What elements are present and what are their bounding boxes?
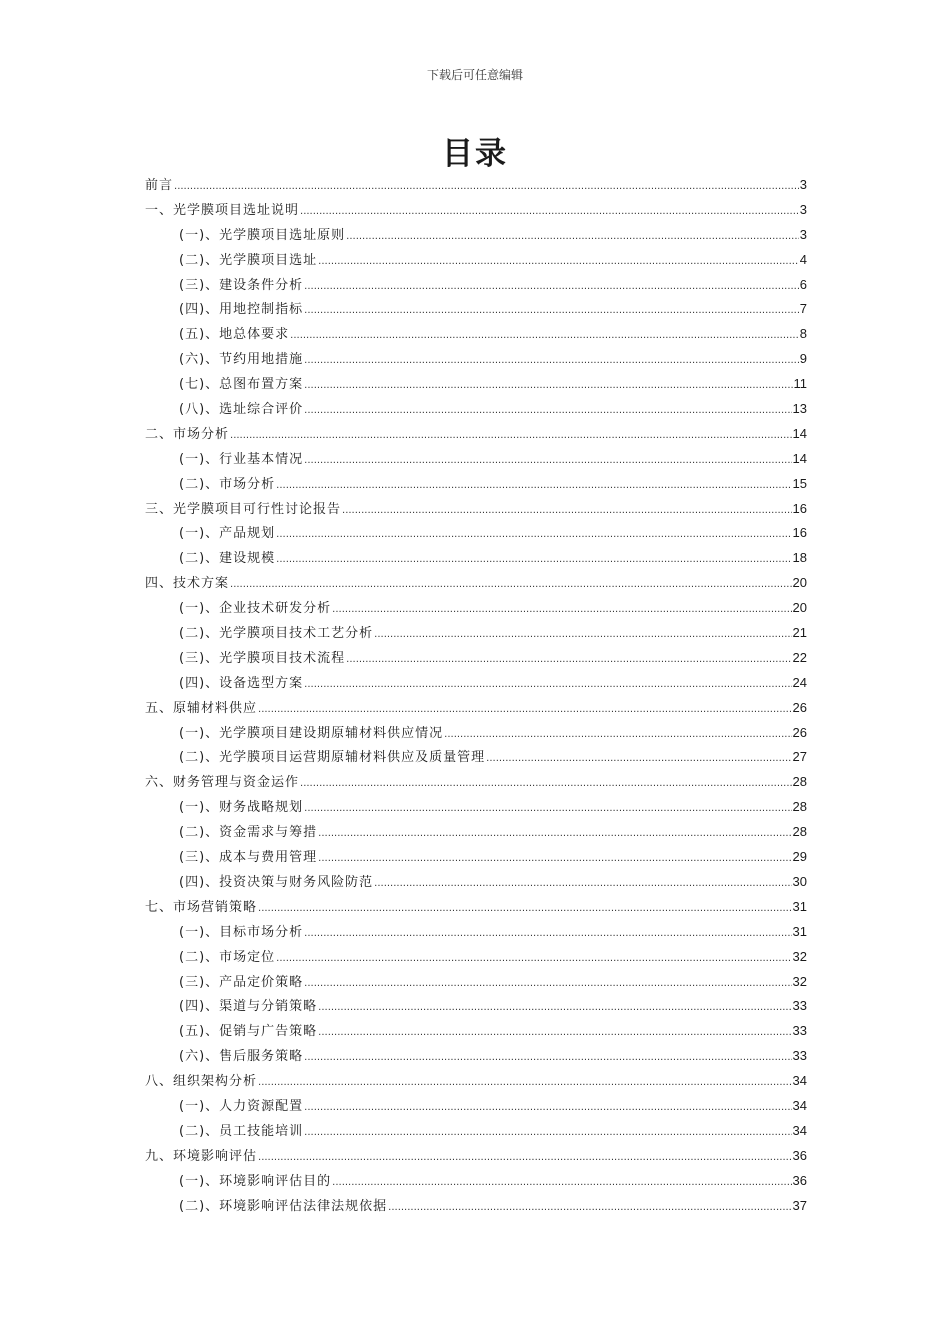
toc-entry[interactable] — [145, 722, 807, 747]
toc-dot-leader — [304, 380, 792, 391]
toc-entry[interactable] — [145, 622, 807, 647]
toc-list — [145, 174, 807, 1219]
toc-entry[interactable] — [145, 647, 807, 672]
toc-entry-page-number: 6 — [799, 276, 807, 292]
toc-entry-label: (二)、市场分析 — [179, 476, 276, 492]
toc-entry-label: (二)、光学膜项目选址 — [179, 252, 318, 268]
toc-dot-leader — [318, 1002, 791, 1013]
toc-dot-leader — [304, 803, 791, 814]
toc-dot-leader — [388, 1202, 791, 1213]
toc-entry-page-number: 31 — [792, 898, 807, 914]
toc-entry-label: (三)、光学膜项目技术流程 — [179, 650, 346, 666]
toc-entry-page-number: 33 — [792, 998, 807, 1014]
toc-dot-leader — [332, 604, 791, 615]
toc-entry-page-number: 34 — [792, 1097, 807, 1113]
toc-entry-page-number: 37 — [792, 1197, 807, 1213]
toc-entry-label: 四、技术方案 — [145, 576, 230, 592]
toc-entry[interactable] — [145, 1020, 807, 1045]
toc-entry-page-number: 3 — [799, 177, 807, 192]
toc-entry[interactable] — [145, 697, 807, 722]
toc-entry-label: 八、组织架构分析 — [145, 1074, 258, 1090]
toc-entry[interactable] — [145, 821, 807, 846]
toc-entry[interactable] — [145, 498, 807, 523]
toc-title: 目录 — [442, 136, 508, 172]
toc-entry-page-number: 31 — [792, 923, 807, 939]
toc-dot-leader — [174, 181, 799, 192]
toc-dot-leader — [444, 729, 791, 740]
toc-entry[interactable] — [145, 1170, 807, 1195]
toc-entry-page-number: 4 — [799, 251, 807, 267]
toc-entry-page-number: 32 — [792, 973, 807, 989]
toc-entry-label: 一、光学膜项目选址说明 — [145, 202, 300, 218]
toc-entry[interactable] — [145, 547, 807, 572]
toc-entry[interactable] — [145, 1095, 807, 1120]
toc-entry-label: (四)、投资决策与财务风险防范 — [179, 874, 374, 890]
toc-entry-page-number: 21 — [792, 625, 807, 641]
toc-entry-label: (二)、员工技能培训 — [179, 1123, 304, 1139]
toc-entry[interactable] — [145, 249, 807, 274]
toc-entry-page-number: 26 — [792, 699, 807, 715]
toc-entry-label: (一)、人力资源配置 — [179, 1098, 304, 1114]
toc-entry[interactable] — [145, 398, 807, 423]
toc-entry-label: 前言 — [145, 178, 174, 193]
toc-entry-label: (六)、售后服务策略 — [179, 1049, 304, 1065]
toc-entry-label: 六、财务管理与资金运作 — [145, 775, 300, 791]
toc-entry-label: (三)、建设条件分析 — [179, 277, 304, 293]
toc-entry-page-number: 11 — [793, 376, 807, 392]
toc-entry-label: (八)、选址综合评价 — [179, 402, 304, 418]
toc-entry[interactable] — [145, 224, 807, 249]
toc-entry-page-number: 3 — [799, 226, 807, 242]
toc-entry-page-number: 8 — [799, 326, 807, 342]
toc-entry-page-number: 29 — [792, 849, 807, 865]
toc-entry-page-number: 14 — [792, 450, 807, 466]
toc-entry-label: (二)、光学膜项目技术工艺分析 — [179, 626, 374, 642]
toc-entry-page-number: 27 — [792, 749, 807, 765]
toc-entry-page-number: 24 — [792, 674, 807, 690]
toc-entry-label: (一)、产品规划 — [179, 526, 276, 542]
toc-entry[interactable] — [145, 796, 807, 821]
toc-entry-page-number: 30 — [792, 873, 807, 889]
toc-entry-page-number: 3 — [799, 201, 807, 217]
toc-dot-leader — [258, 1077, 792, 1088]
toc-dot-leader — [304, 405, 791, 416]
toc-entry[interactable] — [145, 946, 807, 971]
toc-entry-label: (三)、成本与费用管理 — [179, 850, 318, 866]
toc-entry-page-number: 9 — [799, 351, 807, 367]
toc-entry-label: (一)、财务战略规划 — [179, 800, 304, 816]
toc-entry[interactable] — [145, 373, 807, 398]
toc-dot-leader — [300, 778, 792, 789]
toc-entry-page-number: 18 — [792, 550, 807, 566]
toc-dot-leader — [304, 355, 799, 366]
toc-dot-leader — [318, 828, 791, 839]
toc-dot-leader — [304, 679, 791, 690]
toc-entry[interactable] — [145, 473, 807, 498]
toc-entry-label: (二)、环境影响评估法律法规依据 — [179, 1198, 388, 1214]
toc-entry-page-number: 33 — [792, 1048, 807, 1064]
toc-dot-leader — [304, 1052, 791, 1063]
toc-entry-label: (三)、产品定价策略 — [179, 974, 304, 990]
toc-entry[interactable] — [145, 174, 807, 199]
toc-entry-label: (七)、总图布置方案 — [179, 377, 304, 393]
toc-entry-page-number: 20 — [792, 575, 807, 591]
toc-entry-label: (一)、企业技术研发分析 — [179, 601, 332, 617]
toc-entry[interactable] — [145, 274, 807, 299]
toc-entry-label: (二)、光学膜项目运营期原辅材料供应及质量管理 — [179, 750, 486, 766]
toc-dot-leader — [258, 1152, 792, 1163]
toc-dot-leader — [230, 430, 792, 441]
toc-dot-leader — [318, 853, 791, 864]
toc-entry[interactable] — [145, 672, 807, 697]
toc-dot-leader — [276, 529, 791, 540]
toc-entry[interactable] — [145, 448, 807, 473]
toc-dot-leader — [276, 480, 791, 491]
toc-entry[interactable] — [145, 771, 807, 796]
toc-entry[interactable] — [145, 522, 807, 547]
toc-entry[interactable] — [145, 1145, 807, 1170]
toc-entry[interactable] — [145, 423, 807, 448]
toc-entry-label: (二)、市场定位 — [179, 949, 276, 965]
toc-entry-label: (四)、渠道与分销策略 — [179, 999, 318, 1015]
toc-dot-leader — [276, 554, 791, 565]
toc-entry[interactable] — [145, 995, 807, 1020]
toc-dot-leader — [346, 654, 791, 665]
toc-entry-page-number: 36 — [792, 1172, 807, 1188]
toc-entry-label: (一)、环境影响评估目的 — [179, 1173, 332, 1189]
toc-entry-label: 九、环境影响评估 — [145, 1148, 258, 1164]
toc-entry[interactable] — [145, 1045, 807, 1070]
toc-entry[interactable] — [145, 1195, 807, 1220]
toc-dot-leader — [318, 256, 799, 267]
toc-entry-label: (二)、建设规模 — [179, 551, 276, 567]
toc-dot-leader — [304, 1102, 791, 1113]
toc-entry-page-number: 33 — [792, 1023, 807, 1039]
toc-entry-label: 七、市场营销策略 — [145, 899, 258, 915]
toc-entry-label: (四)、设备选型方案 — [179, 675, 304, 691]
toc-dot-leader — [332, 1177, 791, 1188]
toc-entry[interactable] — [145, 1070, 807, 1095]
toc-entry-label: (六)、节约用地措施 — [179, 352, 304, 368]
toc-entry-page-number: 7 — [799, 301, 807, 317]
toc-entry[interactable] — [145, 1120, 807, 1145]
toc-dot-leader — [304, 928, 791, 939]
toc-entry-page-number: 14 — [792, 425, 807, 441]
toc-dot-leader — [374, 629, 791, 640]
toc-entry-page-number: 15 — [792, 475, 807, 491]
toc-entry[interactable] — [145, 323, 807, 348]
toc-entry-label: (二)、资金需求与筹措 — [179, 825, 318, 841]
toc-entry[interactable] — [145, 746, 807, 771]
toc-dot-leader — [258, 704, 792, 715]
toc-dot-leader — [346, 231, 799, 242]
toc-dot-leader — [304, 305, 799, 316]
toc-entry[interactable] — [145, 846, 807, 871]
toc-entry-page-number: 32 — [792, 948, 807, 964]
toc-entry-label: (一)、光学膜项目建设期原辅材料供应情况 — [179, 725, 444, 741]
toc-entry-label: (一)、目标市场分析 — [179, 924, 304, 940]
toc-entry-page-number: 16 — [792, 500, 807, 516]
toc-entry-label: (五)、促销与广告策略 — [179, 1024, 318, 1040]
toc-entry-page-number: 34 — [792, 1073, 807, 1089]
toc-entry-label: (五)、地总体要求 — [179, 327, 290, 343]
toc-entry-label: 五、原辅材料供应 — [145, 700, 258, 716]
toc-entry-page-number: 13 — [792, 401, 807, 417]
toc-dot-leader — [304, 455, 791, 466]
toc-entry-page-number: 28 — [792, 799, 807, 815]
toc-entry-page-number: 16 — [792, 525, 807, 541]
toc-entry[interactable] — [145, 871, 807, 896]
toc-dot-leader — [290, 330, 799, 341]
toc-entry-label: (四)、用地控制指标 — [179, 302, 304, 318]
toc-dot-leader — [300, 206, 799, 217]
toc-entry[interactable] — [145, 348, 807, 373]
toc-dot-leader — [342, 505, 792, 516]
toc-dot-leader — [304, 1127, 791, 1138]
toc-dot-leader — [304, 978, 791, 989]
toc-entry[interactable] — [145, 971, 807, 996]
toc-entry[interactable] — [145, 572, 807, 597]
toc-dot-leader — [230, 579, 792, 590]
toc-entry[interactable] — [145, 199, 807, 224]
toc-dot-leader — [258, 903, 792, 914]
toc-entry[interactable] — [145, 597, 807, 622]
toc-dot-leader — [276, 953, 791, 964]
toc-entry-page-number: 22 — [792, 649, 807, 665]
toc-dot-leader — [374, 878, 791, 889]
toc-entry-page-number: 26 — [792, 724, 807, 740]
page-header-note: 下载后可任意编辑 — [426, 68, 523, 82]
toc-entry-page-number: 36 — [792, 1147, 807, 1163]
toc-dot-leader — [304, 281, 799, 292]
toc-entry-page-number: 28 — [792, 774, 807, 790]
toc-entry[interactable] — [145, 921, 807, 946]
toc-entry-label: (一)、行业基本情况 — [179, 451, 304, 467]
toc-entry-page-number: 34 — [792, 1122, 807, 1138]
toc-entry-page-number: 20 — [792, 600, 807, 616]
toc-entry-label: 二、市场分析 — [145, 426, 230, 442]
toc-entry-label: (一)、光学膜项目选址原则 — [179, 227, 346, 243]
toc-entry-label: 三、光学膜项目可行性讨论报告 — [145, 501, 342, 517]
toc-entry-page-number: 28 — [792, 824, 807, 840]
toc-dot-leader — [318, 1027, 791, 1038]
toc-entry[interactable] — [145, 298, 807, 323]
toc-dot-leader — [486, 753, 791, 764]
toc-entry[interactable] — [145, 896, 807, 921]
